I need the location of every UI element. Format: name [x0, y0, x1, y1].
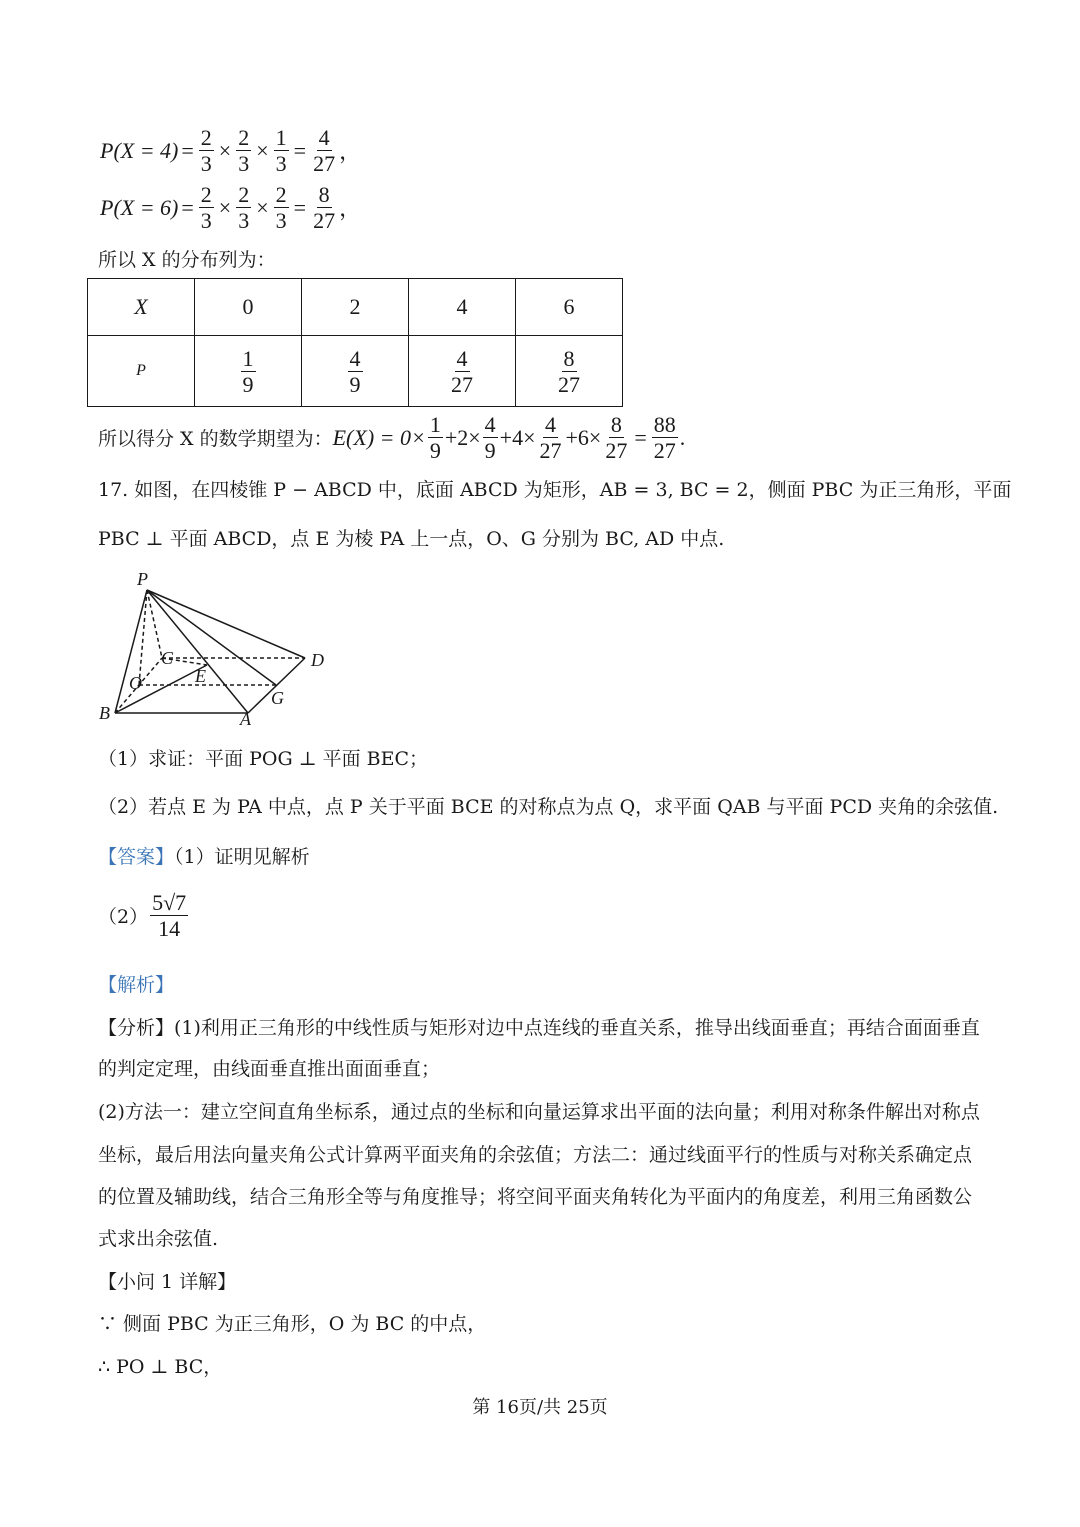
answer-2-prefix: （2）: [98, 906, 149, 928]
table-cell: 0: [195, 279, 302, 336]
detail-tag: 【小问 1 详解】: [98, 1271, 237, 1293]
answer-2-fraction: $\frac{5√7}{14}$: [152, 890, 187, 941]
label-b: B: [99, 703, 110, 723]
expectation-equation: E(X) = 0× $\frac{1}{9}$ +2× $\frac{4}{9}$ +4× $\frac{4}{27}$ +6× $\frac{8}{27}$ = $\frac{88}{27}$ .: [332, 412, 686, 463]
label-e: E: [195, 666, 206, 686]
label-c: C: [161, 648, 174, 668]
table-cell: $\frac{1}{9}$: [195, 336, 302, 407]
distribution-table: [87, 278, 623, 407]
table-cell: 2: [302, 279, 409, 336]
label-a: A: [240, 709, 251, 729]
fenxi-line-5: 的位置及辅助线，结合三角形全等与角度推导；将空间平面夹角转化为平面内的角度差，利用三角函数公: [98, 1186, 973, 1208]
problem-line-2: PBC ⊥ 平面 ABCD，点 E 为棱 PA 上一点，O、G 分别为 BC, AD 中点.: [98, 528, 725, 550]
label-g: G: [271, 688, 284, 708]
label-d: D: [311, 650, 324, 670]
table-cell: 4: [409, 279, 516, 336]
fenxi-line-4: 坐标，最后用法向量夹角公式计算两平面夹角的余弦值；方法二：通过线面平行的性质与对称关系确定点: [98, 1144, 973, 1166]
answer-1: （1）证明见解析: [174, 846, 310, 868]
fenxi-line-1: 【分析】(1)利用正三角形的中线性质与矩形对边中点连线的垂直关系，推导出线面垂直；再结合面面垂直: [98, 1017, 980, 1039]
detail-line-1: ∵ 侧面 PBC 为正三角形，O 为 BC 的中点，: [98, 1313, 487, 1335]
table-cell: $\frac{4}{9}$: [302, 336, 409, 407]
table-header-x: X: [88, 279, 195, 336]
fenxi-line-3: (2)方法一：建立空间直角坐标系，通过点的坐标和向量运算求出平面的法向量；利用对称条件解出对称点: [98, 1101, 980, 1123]
probability-equation-x4: P(X = 4) = $\frac{2}{3}$ × $\frac{2}{3}$ × $\frac{1}{3}$ = $\frac{4}{27}$ ，: [100, 125, 362, 176]
pyramid-figure: [90, 565, 340, 735]
question-1: （1）求证：平面 POG ⊥ 平面 BEC；: [98, 748, 429, 770]
fenxi-line-6: 式求出余弦值.: [98, 1228, 219, 1250]
answer-tag: 【答案】: [98, 846, 175, 868]
expectation-line: [98, 412, 685, 463]
label-p: P: [137, 569, 148, 589]
table-row: [88, 279, 623, 336]
table-cell: $\frac{8}{27}$: [516, 336, 623, 407]
question-2: （2）若点 E 为 PA 中点，点 P 关于平面 BCE 的对称点为点 Q，求平面 QAB 与平面 PCD 夹角的余弦值.: [98, 796, 999, 818]
problem-line-1: 17. 如图，在四棱锥 P − ABCD 中，底面 ABCD 为矩形，AB = 3, BC = 2，侧面 PBC 为正三角形，平面: [98, 479, 1012, 501]
answer-line-2: [98, 890, 190, 941]
table-cell: 6: [516, 279, 623, 336]
probability-equation-x6: P(X = 6) = $\frac{2}{3}$ × $\frac{2}{3}$ × $\frac{2}{3}$ = $\frac{8}{27}$ ，: [100, 182, 362, 233]
page-footer: 第 16页/共 25页: [472, 1397, 608, 1418]
table-header-p: P: [88, 336, 195, 407]
expectation-text: 所以得分 X 的数学期望为：: [98, 428, 333, 450]
answer-line-1: [98, 842, 310, 869]
table-row: [88, 336, 623, 407]
table-cell: $\frac{4}{27}$: [409, 336, 516, 407]
detail-line-2: ∴ PO ⊥ BC，: [98, 1356, 223, 1378]
fenxi-line-2: 的判定定理，由线面垂直推出面面垂直；: [98, 1058, 441, 1080]
analysis-tag: 【解析】: [98, 974, 175, 996]
label-o: O: [129, 673, 142, 693]
distribution-intro: 所以 X 的分布列为：: [98, 249, 276, 271]
